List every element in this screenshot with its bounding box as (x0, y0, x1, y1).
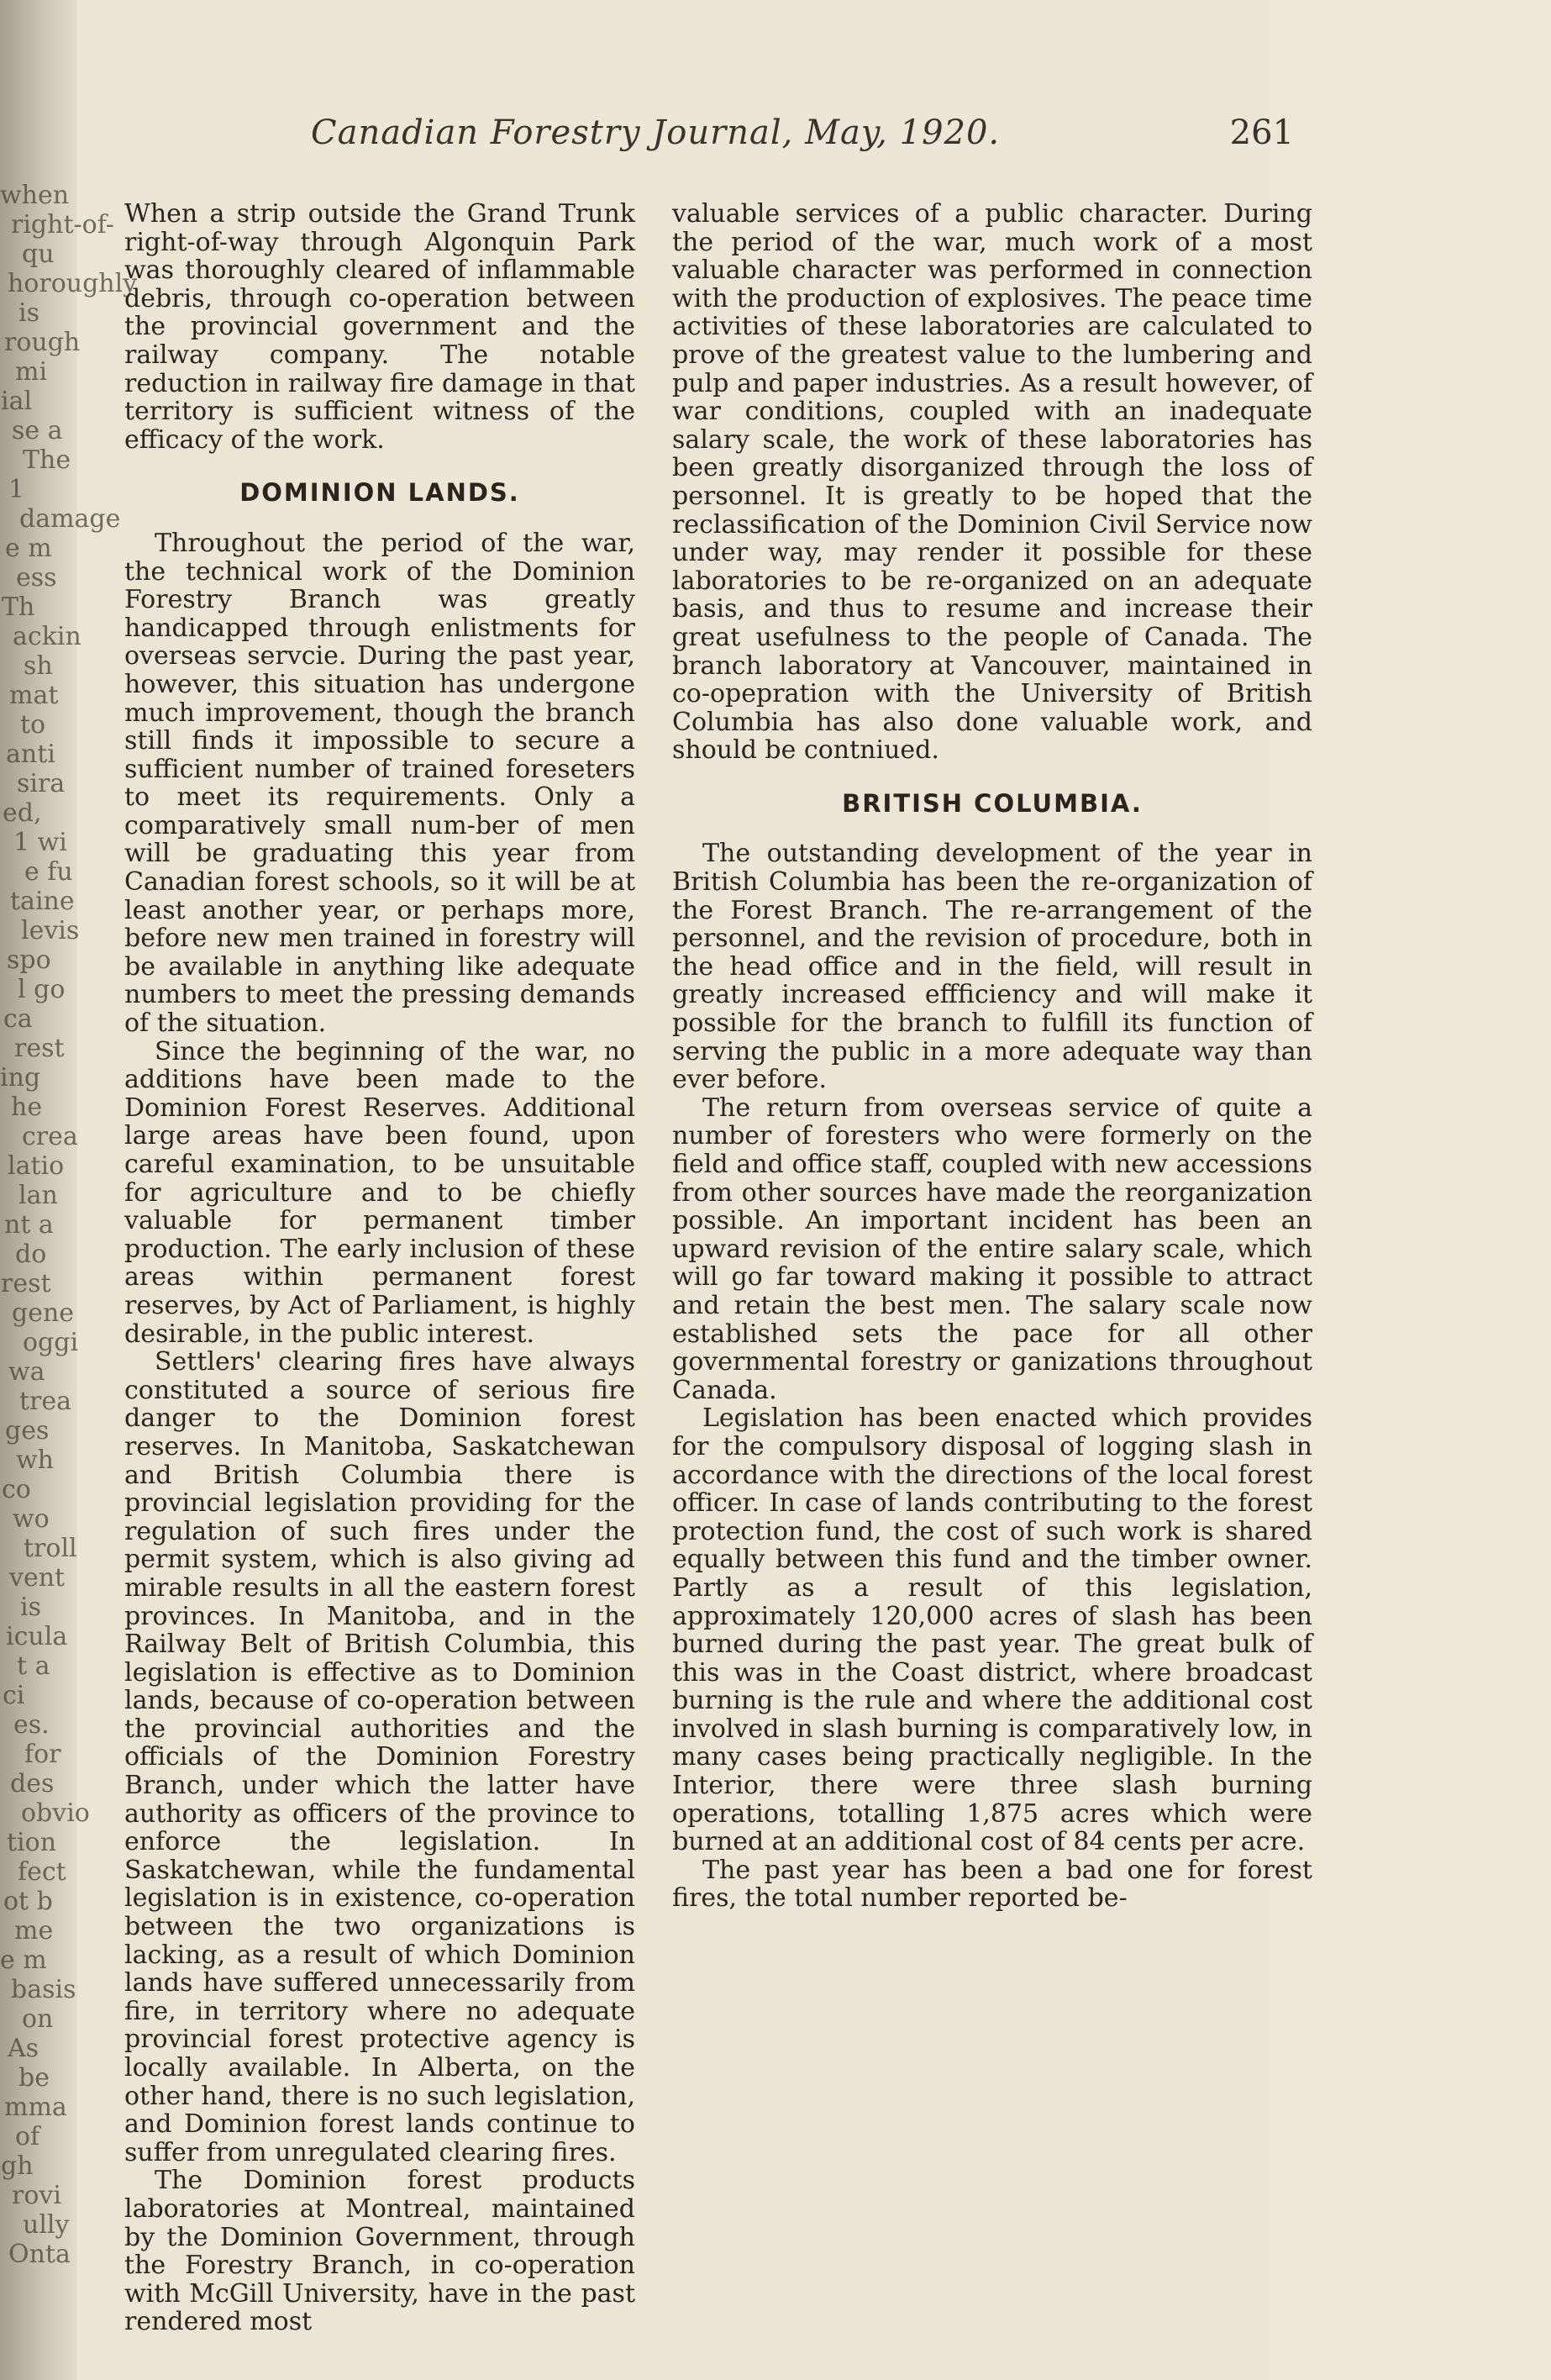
gutter-fragment: of (15, 2122, 40, 2151)
gutter-fragment: anti (6, 740, 55, 769)
paragraph: The Dominion forest products laboratories at Montreal, maintained by the Dominion Government, through the Forestry Branch, in co-operation with McGill University, have in the past rendered most (124, 2166, 635, 2337)
paragraph: When a strip outside the Grand Trunk right-of-way through Algonquin Park was thoroughly cleared of inflammable debris, through co-operation between the provincial government and the railway company. The notable reduction in railway fire damage in that territory is sufficient witness of the efficacy of the work. (124, 199, 635, 455)
paragraph: The past year has been a bad one for forest fires, the total number reported be- (672, 1855, 1312, 1914)
gutter-fragment: ges (5, 1416, 50, 1445)
gutter-fragment: levis (21, 916, 80, 945)
gutter-fragment: Onta (8, 2240, 71, 2269)
section-heading-dominion-lands: DOMINION LANDS. (239, 478, 520, 508)
gutter-fragment: damage (19, 504, 121, 534)
gutter-fragment: ca (3, 1004, 33, 1034)
gutter-fragment: is (18, 298, 39, 328)
paragraph: The return from overseas service of quite a number of foresters who were formerly on the field and office staff, coupled with new accessions from other sources have made the reorganization possible. An important incident has been an upward revision of the entire salary scale, which will go far toward making it possible to attract and retain the best men. The salary scale now established sets the pace for all other governmental forestry or ganizations throughout Canada. (672, 1093, 1312, 1405)
gutter-fragment: gene (12, 1298, 75, 1328)
gutter-fragment: mat (9, 681, 59, 710)
gutter-fragment: rest (14, 1034, 65, 1063)
paragraph: Since the beginning of the war, no additions have been made to the Dominion Forest Reserves. Additional large areas have been found, upon careful examination, to be unsuitable for agriculture and to be chiefly valuable for permanent timber production. The early inclusion of these areas within permanent forest reserves, by Act of Parliament, is highly desirable, in the public interest. (124, 1036, 635, 1349)
gutter-bleed-through (0, 0, 138, 2380)
gutter-fragment: fect (18, 1857, 66, 1887)
gutter-fragment: when (0, 181, 70, 210)
gutter-fragment: nt a (4, 1210, 54, 1240)
gutter-fragment: crea (22, 1122, 78, 1151)
gutter-fragment: latio (8, 1151, 65, 1181)
running-head: Canadian Forestry Journal, May, 1920. (311, 113, 1001, 152)
gutter-fragment: The (23, 445, 71, 475)
gutter-fragment: co (2, 1475, 31, 1504)
gutter-fragment: spo (7, 945, 51, 975)
paragraph: valuable services of a public character. During the period of the war, much work of a most valuable character was performed in connection with the production of explosives. The peace time activities of these laboratories are calculated to prove of the greatest value to the lumbering and pulp and paper industries. As a result however, of war conditions, coupled with an inadequate salary scale, the work of these laboratories has been greatly disorganized through the loss of personnel. It is greatly to be hoped that the reclassification of the Dominion Civil Service now under way, may render it possible for these laboratories to be re-organized on an adequate basis, and thus to resume and increase their great usefulness to the people of Canada. The branch laboratory at Vancouver, maintained in co-opepration with the University of British Columbia has also done valuable work, and should be contniued. (672, 199, 1312, 766)
gutter-fragment: rovi (12, 2181, 61, 2210)
gutter-fragment: wa (8, 1357, 45, 1387)
gutter-fragment: t a (17, 1651, 50, 1681)
gutter-fragment: sira (17, 769, 66, 798)
left-column (124, 200, 635, 2336)
gutter-fragment: As (8, 2034, 39, 2063)
gutter-fragment: do (15, 1240, 47, 1269)
gutter-fragment: ial (1, 387, 33, 416)
gutter-fragment: horoughly (8, 269, 138, 298)
gutter-fragment: e fu (24, 857, 73, 887)
gutter-fragment: oggi (23, 1328, 79, 1357)
gutter-fragment: to (20, 710, 46, 740)
gutter-fragment: gh (1, 2151, 34, 2181)
paragraph: Throughout the period of the war, the technical work of the Dominion Forestry Branch was greatly handicapped through enlistments for overseas servcie. During the past year, however, this situation has undergone much improvement, though the branch still finds it impossible to secure a sufficient number of trained foreseters to meet its requirements. Only a comparatively small num-ber of men will be graduating this year from Canadian forest schools, so it will be at least another year, or perhaps more, before new men trained in forestry will be available in anything like adequate numbers to meet the pressing demands of the situation. (124, 528, 635, 1039)
gutter-fragment: on (22, 2004, 54, 2034)
gutter-fragment: right-of- (11, 210, 114, 240)
paragraph: Settlers' clearing fires have always constituted a source of serious fire danger to the Dominion forest reserves. In Manitoba, Saskatchewan and British Columbia there is provincial legislation providing for the regulation of such fires under the permit system, which is also giving ad mirable results in all the eastern forest provinces. In Manitoba, and in the Railway Belt of British Columbia, this legislation is effective as to Dominion lands, because of co-operation between the provincial authorities and the officials of the Dominion Forestry Branch, under which the latter have authority as officers of the province to enforce the legislation. In Saskatchewan, while the fundamental legislation is in existence, co-operation between the two organizations is lacking, as a result of which Dominion lands have suffered unnecessarily from fire, in territory where no adequate provincial forest protective agency is locally available. In Alberta, on the other hand, there is no such legislation, and Dominion forest lands continue to suffer from unregulated clearing fires. (124, 1347, 635, 2167)
paragraph: The outstanding development of the year in British Columbia has been the re-organization of the Forest Branch. The re-arrangement of the personnel, and the revision of procedure, both in the head office and in the field, will result in greatly increased effficiency and will make it possible for the branch to fulfill its function of serving the public in a more adequate way than ever before. (672, 839, 1312, 1095)
gutter-fragment: l go (18, 975, 66, 1004)
gutter-fragment: lan (18, 1181, 58, 1210)
gutter-fragment: es. (13, 1710, 50, 1740)
paragraph: Legislation has been enacted which provides for the compulsory disposal of logging slash in accordance with the directions of the local forest officer. In case of lands contributing to the forest protection fund, the cost of such work is shared equally between this fund and the timber owner. Partly as a result of this legislation, approximately 120,000 acres of slash has been burned during the past year. The great bulk of this was in the Coast district, where broadcast burning is the rule and where the additional cost involved in slash burning is comparatively low, in many cases being practically negligible. In the Interior, there were three slash burning operations, totalling 1,875 acres which were burned at an additional cost of 84 cents per acre. (672, 1403, 1312, 1857)
gutter-fragment: trea (19, 1387, 72, 1416)
gutter-fragment: taine (10, 887, 75, 916)
gutter-fragment: vent (9, 1563, 66, 1593)
section-heading-british-columbia: BRITISH COLUMBIA. (842, 788, 1143, 818)
gutter-fragment: wo (13, 1504, 50, 1534)
gutter-fragment: mi (15, 357, 48, 387)
right-column (672, 200, 1312, 1913)
gutter-fragment: e m (0, 1946, 47, 1975)
gutter-fragment: obvio (21, 1798, 90, 1828)
gutter-fragment: qu (22, 240, 55, 269)
gutter-fragment: 1 (8, 475, 25, 504)
page-header (311, 113, 1294, 164)
gutter-fragment: he (11, 1093, 43, 1122)
gutter-fragment: 1 wi (13, 828, 67, 857)
gutter-fragment: se a (12, 416, 63, 445)
gutter-fragment: rest (1, 1269, 51, 1298)
gutter-fragment: be (18, 2063, 50, 2093)
gutter-fragment: for (24, 1740, 61, 1769)
gutter-fragment: ed, (3, 798, 42, 828)
gutter-fragment: Th (2, 592, 35, 622)
gutter-fragment: des (10, 1769, 55, 1798)
gutter-fragment: ess (16, 563, 57, 592)
page-number: 261 (1229, 113, 1294, 152)
gutter-fragment: e m (5, 534, 52, 563)
gutter-fragment: rough (4, 328, 81, 357)
gutter-fragment: ing (0, 1063, 41, 1093)
gutter-fragment: ot b (3, 1887, 53, 1916)
gutter-fragment: sh (24, 651, 53, 681)
gutter-fragment: tion (7, 1828, 57, 1857)
gutter-fragment: me (14, 1916, 54, 1946)
gutter-fragment: ackin (13, 622, 81, 651)
gutter-fragment: ully (23, 2210, 70, 2240)
gutter-fragment: basis (11, 1975, 76, 2004)
gutter-fragment: ci (3, 1681, 25, 1710)
gutter-fragment: icula (6, 1622, 68, 1651)
gutter-fragment: wh (16, 1445, 54, 1475)
gutter-fragment: mma (4, 2093, 67, 2122)
gutter-fragment: is (20, 1593, 41, 1622)
gutter-fragment: troll (24, 1534, 77, 1563)
